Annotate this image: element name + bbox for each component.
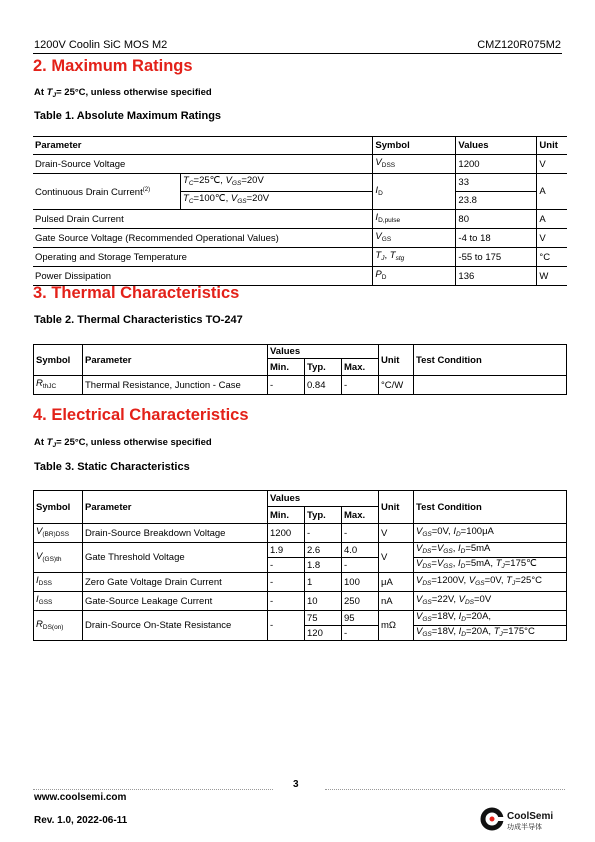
col-max: Max.	[342, 359, 379, 376]
cell-max: 250	[342, 592, 379, 611]
col-values: Values	[268, 345, 379, 359]
cell-param: Drain-Source On-State Resistance	[83, 611, 268, 641]
cell-symbol: $I_{GSS}$	[34, 592, 83, 611]
cell-condition: $T_C=100℃$, $V_{GS}=20V$	[181, 192, 373, 210]
cell-param: Power Dissipation	[33, 267, 373, 286]
cell-symbol: $V_{(GS)th}$	[34, 543, 83, 573]
col-typ: Typ.	[305, 507, 342, 524]
col-unit: Unit	[537, 137, 567, 155]
cell-symbol: $I_D$	[373, 174, 456, 210]
cell-max: -	[342, 558, 379, 573]
cell-unit: μA	[379, 573, 414, 592]
cell-unit: °C	[537, 248, 567, 267]
footer-divider	[33, 789, 273, 790]
cell-min: 1200	[268, 524, 305, 543]
cell-param: Drain-Source Breakdown Voltage	[83, 524, 268, 543]
footer-url[interactable]: www.coolsemi.com	[34, 792, 127, 803]
section-title-max-ratings: 2. Maximum Ratings	[33, 57, 193, 75]
cell-min: -	[268, 376, 305, 395]
cell-value: 1200	[456, 155, 537, 174]
col-max: Max.	[342, 507, 379, 524]
cell-typ: 2.6	[305, 543, 342, 558]
col-values: Values	[456, 137, 537, 155]
cell-param: Operating and Storage Temperature	[33, 248, 373, 267]
table-row	[33, 155, 567, 174]
cell-symbol: $V_{DSS}$	[373, 155, 456, 174]
table-row	[34, 543, 567, 558]
table-row	[34, 573, 567, 592]
cell-param: Continuous Drain Current$^{(2)}$	[33, 174, 181, 210]
cell-max: -	[342, 626, 379, 641]
col-symbol: Symbol	[373, 137, 456, 155]
cell-param: Zero Gate Voltage Drain Current	[83, 573, 268, 592]
table-row	[33, 174, 567, 192]
cell-unit: °C/W	[379, 376, 414, 395]
cell-unit: W	[537, 267, 567, 286]
cell-max: -	[342, 524, 379, 543]
cell-min: -	[268, 592, 305, 611]
cell-condition: $T_C=25℃$, $V_{GS}=20V$	[181, 174, 373, 192]
col-parameter: Parameter	[83, 345, 268, 376]
cell-max: 95	[342, 611, 379, 626]
cell-unit: A	[537, 174, 567, 210]
cell-test	[414, 376, 567, 395]
cell-symbol: $I_{DSS}$	[34, 573, 83, 592]
cell-value: 136	[456, 267, 537, 286]
cell-typ: 75	[305, 611, 342, 626]
table-row	[33, 248, 567, 267]
section-title-thermal: 3. Thermal Characteristics	[33, 284, 240, 302]
cell-unit: mΩ	[379, 611, 414, 641]
table-title-2: Table 2. Thermal Characteristics TO-247	[34, 314, 243, 326]
cell-test: $V_{DS}=V_{GS}$, $I_D=5mA$, $T_J=175℃$	[414, 558, 567, 573]
condition-note: At $T_J= 25^\circ C$, unless otherwise specified	[34, 87, 212, 99]
coolsemi-logo	[480, 806, 560, 832]
col-values: Values	[268, 491, 379, 507]
cell-unit: V	[537, 155, 567, 174]
static-characteristics-table	[33, 490, 567, 641]
table-row	[33, 210, 567, 229]
cell-test: $V_{GS}=0V$, $I_D=100\mu A$	[414, 524, 567, 543]
col-test-condition: Test Condition	[414, 345, 567, 376]
table-row	[34, 592, 567, 611]
cell-param: Drain-Source Voltage	[33, 155, 373, 174]
cell-test: $V_{GS}=18V$, $I_D=20A$, $T_J=175^\circ C$	[414, 626, 567, 641]
col-symbol: Symbol	[34, 345, 83, 376]
cell-unit: nA	[379, 592, 414, 611]
col-min: Min.	[268, 359, 305, 376]
cell-unit: A	[537, 210, 567, 229]
cell-symbol: $T_J$, $T_{stg}$	[373, 248, 456, 267]
cell-test: $V_{GS}=18V$, $I_D=20A$,	[414, 611, 567, 626]
cell-value: 80	[456, 210, 537, 229]
table-row	[34, 524, 567, 543]
col-test-condition: Test Condition	[414, 491, 567, 524]
cell-value: 33	[456, 174, 537, 192]
cell-symbol: $R_{thJC}$	[34, 376, 83, 395]
cell-symbol: $V_{GS}$	[373, 229, 456, 248]
cell-min: -	[268, 611, 305, 641]
cell-param: Gate Source Voltage (Recommended Operational Values)	[33, 229, 373, 248]
cell-value: -55 to 175	[456, 248, 537, 267]
col-min: Min.	[268, 507, 305, 524]
header-divider	[33, 53, 562, 54]
cell-typ: -	[305, 524, 342, 543]
header-product: 1200V Coolin SiC MOS M2	[34, 39, 168, 51]
footer-revision: Rev. 1.0, 2022-06-11	[34, 815, 128, 826]
cell-test: $V_{GS}=22V$, $V_{DS}=0V$	[414, 592, 567, 611]
cell-test: $V_{DS}=V_{GS}$, $I_D=5mA$	[414, 543, 567, 558]
cell-min: 1.9	[268, 543, 305, 558]
cell-symbol: $V_{(BR)DSS}$	[34, 524, 83, 543]
table-row	[34, 611, 567, 626]
table-title-1: Table 1. Absolute Maximum Ratings	[34, 110, 222, 122]
cell-max: 4.0	[342, 543, 379, 558]
cell-typ: 1	[305, 573, 342, 592]
thermal-table	[33, 344, 567, 395]
page-number: 3	[293, 779, 299, 790]
cell-typ: 1.8	[305, 558, 342, 573]
cell-test: $V_{DS}=1200V$, $V_{GS}=0V$, $T_J=25^\circ C$	[414, 573, 567, 592]
cell-param: Gate-Source Leakage Current	[83, 592, 268, 611]
logo-subtext: 功成半导体	[507, 823, 542, 831]
logo-text: CoolSemi	[507, 811, 554, 822]
cell-max: -	[342, 376, 379, 395]
cell-value: -4 to 18	[456, 229, 537, 248]
cell-param: Gate Threshold Voltage	[83, 543, 268, 573]
condition-note: At $T_J= 25^\circ C$, unless otherwise specified	[34, 437, 212, 449]
table-row	[33, 229, 567, 248]
cell-typ: 120	[305, 626, 342, 641]
footer-divider	[325, 789, 565, 790]
cell-param: Pulsed Drain Current	[33, 210, 373, 229]
col-parameter: Parameter	[33, 137, 373, 155]
cell-symbol: $P_D$	[373, 267, 456, 286]
cell-typ: 0.84	[305, 376, 342, 395]
col-typ: Typ.	[305, 359, 342, 376]
cell-symbol: $R_{DS(on)}$	[34, 611, 83, 641]
cell-min: -	[268, 573, 305, 592]
col-symbol: Symbol	[34, 491, 83, 524]
cell-value: 23.8	[456, 192, 537, 210]
cell-unit: V	[537, 229, 567, 248]
cell-typ: 10	[305, 592, 342, 611]
col-parameter: Parameter	[83, 491, 268, 524]
cell-unit: V	[379, 524, 414, 543]
cell-symbol: $I_{D,pulse}$	[373, 210, 456, 229]
col-unit: Unit	[379, 491, 414, 524]
cell-param: Thermal Resistance, Junction - Case	[83, 376, 268, 395]
col-unit: Unit	[379, 345, 414, 376]
abs-max-ratings-table	[33, 136, 567, 286]
table-row	[33, 267, 567, 286]
table-title-3: Table 3. Static Characteristics	[34, 461, 190, 473]
section-title-electrical: 4. Electrical Characteristics	[33, 406, 249, 424]
header-part-number: CMZ120R075M2	[477, 39, 561, 51]
cell-unit: V	[379, 543, 414, 573]
cell-min: -	[268, 558, 305, 573]
table-row	[34, 376, 567, 395]
cell-max: 100	[342, 573, 379, 592]
